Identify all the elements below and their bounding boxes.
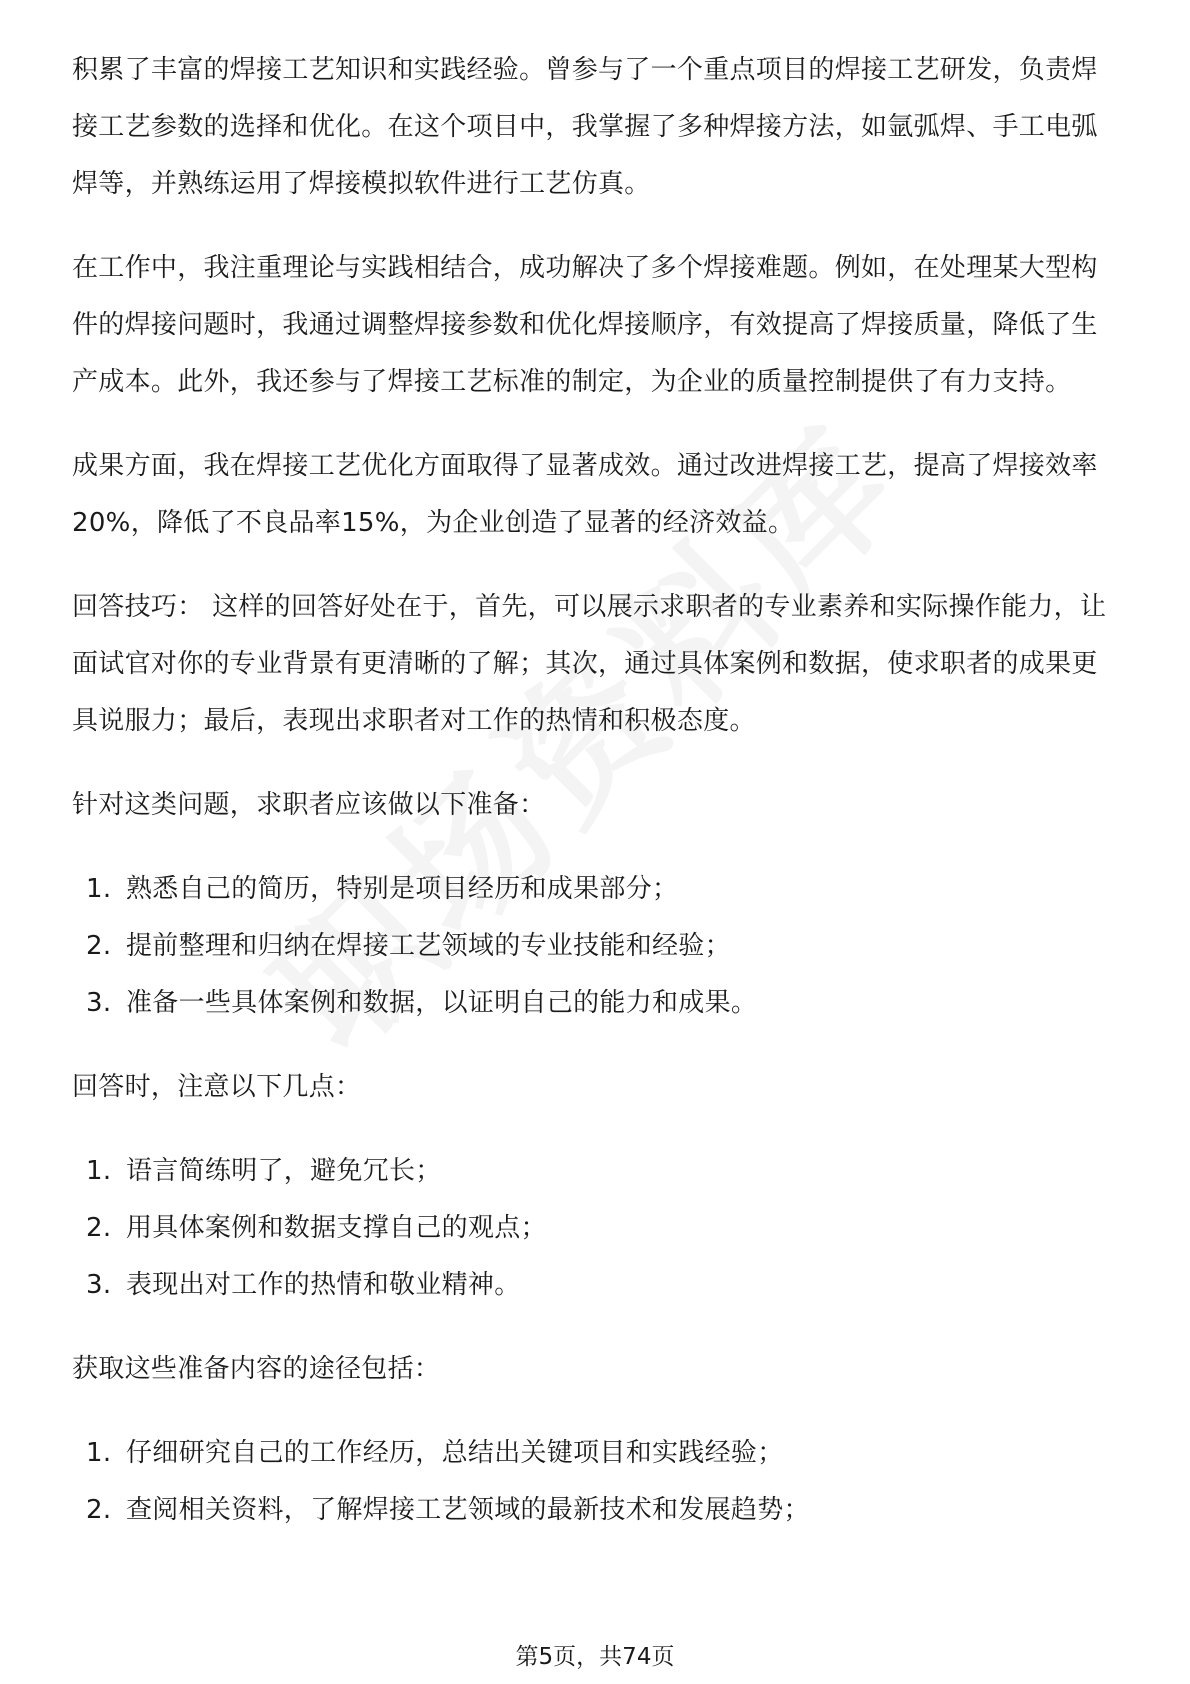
paragraph-experience: 积累了丰富的焊接工艺知识和实践经验。曾参与了一个重点项目的焊接工艺研发，负责焊接工艺参数的选择和优化。在这个项目中，我掌握了多种焊接方法，如氩弧焊、手工电弧焊等，并熟练运用了焊接模拟软件进行工艺仿真。 (72, 55, 1098, 199)
page-content (72, 42, 1122, 1566)
list-number: 2. (86, 931, 112, 961)
list-number: 1. (86, 1156, 112, 1186)
sources-list (72, 1425, 1122, 1539)
list-text: 准备一些具体案例和数据，以证明自己的能力和成果。 (126, 988, 758, 1018)
list-number: 3. (86, 1270, 112, 1300)
list-item (72, 861, 1122, 918)
answer-notes-list (72, 1143, 1122, 1314)
list-item (72, 975, 1122, 1032)
list-number: 1. (86, 1438, 112, 1468)
list-text: 查阅相关资料，了解焊接工艺领域的最新技术和发展趋势； (126, 1495, 810, 1525)
paragraph-work-practice: 在工作中，我注重理论与实践相结合，成功解决了多个焊接难题。例如，在处理某大型构件的焊接问题时，我通过调整焊接参数和优化焊接顺序，有效提高了焊接质量，降低了生产成本。此外，我还参与了焊接工艺标准的制定，为企业的质量控制提供了有力支持。 (72, 253, 1098, 397)
paragraph-answer-tips: 回答技巧： 这样的回答好处在于，首先，可以展示求职者的专业素养和实际操作能力，让面试官对你的专业背景有更清晰的了解；其次，通过具体案例和数据，使求职者的成果更具说服力；最后，表现出求职者对工作的热情和积极态度。 (72, 592, 1107, 736)
paragraph-sources-intro: 获取这些准备内容的途径包括： (72, 1354, 441, 1384)
list-item (72, 1200, 1122, 1257)
list-item (72, 1425, 1122, 1482)
list-item (72, 1143, 1122, 1200)
list-item (72, 1257, 1122, 1314)
list-text: 用具体案例和数据支撑自己的观点； (126, 1213, 547, 1243)
list-number: 1. (86, 874, 112, 904)
paragraph-achievements: 成果方面，我在焊接工艺优化方面取得了显著成效。通过改进焊接工艺，提高了焊接效率20%，降低了不良品率15%，为企业创造了显著的经济效益。 (72, 451, 1098, 538)
list-text: 仔细研究自己的工作经历，总结出关键项目和实践经验； (126, 1438, 784, 1468)
list-number: 2. (86, 1213, 112, 1243)
list-text: 表现出对工作的热情和敬业精神。 (126, 1270, 521, 1300)
preparation-list (72, 861, 1122, 1032)
list-text: 熟悉自己的简历，特别是项目经历和成果部分； (126, 874, 679, 904)
page-number: 第5页，共74页 (515, 1644, 675, 1670)
list-text: 提前整理和归纳在焊接工艺领域的专业技能和经验； (126, 931, 731, 961)
list-number: 3. (86, 988, 112, 1018)
list-item (72, 1482, 1122, 1539)
list-text: 语言简练明了，避免冗长； (126, 1156, 442, 1186)
list-item (72, 918, 1122, 975)
paragraph-answer-notes-intro: 回答时，注意以下几点： (72, 1072, 362, 1102)
paragraph-preparation-intro: 针对这类问题，求职者应该做以下准备： (72, 790, 546, 820)
page-footer (0, 1638, 1190, 1671)
list-number: 2. (86, 1495, 112, 1525)
